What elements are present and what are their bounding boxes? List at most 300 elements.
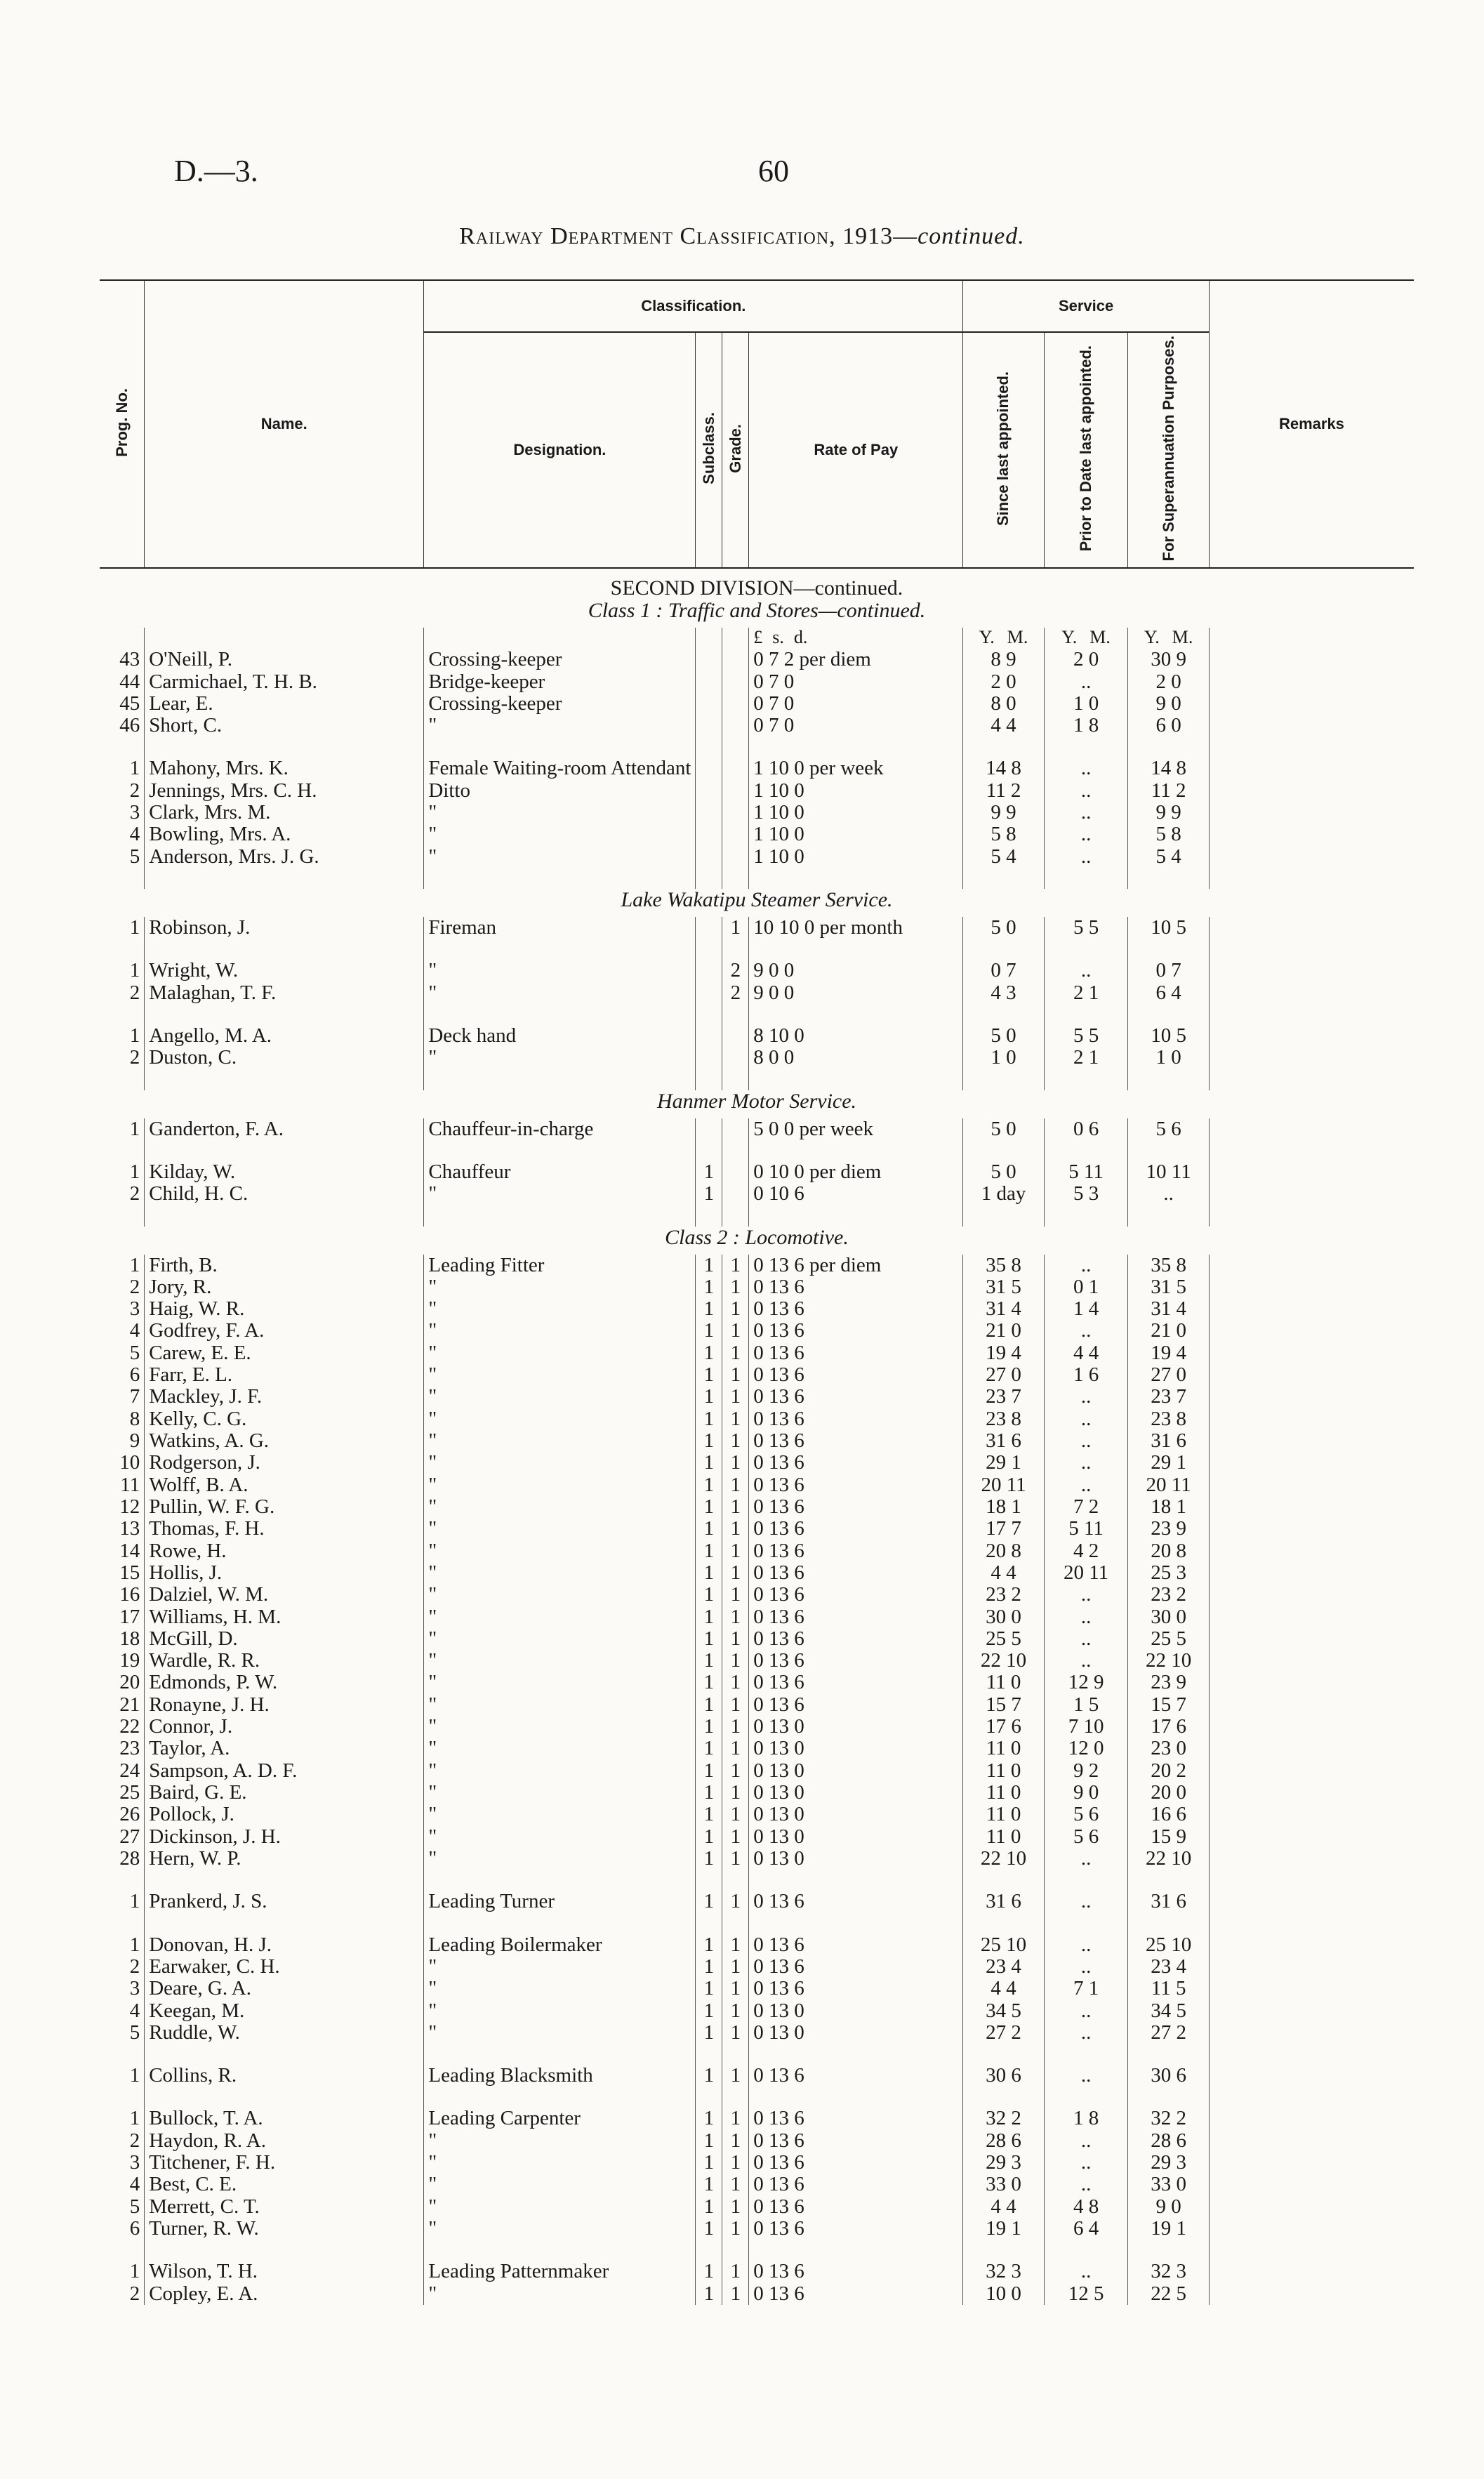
- page-title: [0, 223, 1484, 250]
- rate-of-pay: 0 13 6: [749, 2065, 963, 2087]
- employee-name: Best, C. E.: [145, 2174, 424, 2195]
- grade: 1: [722, 2261, 749, 2282]
- designation: ": [424, 1956, 696, 1978]
- subclass: 1: [696, 2065, 722, 2087]
- prior-to-date: ..: [1044, 846, 1128, 868]
- employee-name: McGill, D.: [145, 1628, 424, 1650]
- remarks: [1209, 1891, 1414, 1912]
- prior-to-date: ..: [1044, 1606, 1128, 1628]
- rate-of-pay: 0 10 0 per diem: [749, 1161, 963, 1183]
- rate-of-pay: 1 10 0: [749, 780, 963, 802]
- rate-of-pay: 0 13 0: [749, 1782, 963, 1804]
- section-heading-text: Class 1 : Traffic and Stores—continued.: [588, 599, 926, 623]
- table-row: [100, 715, 1414, 736]
- remarks: [1209, 1848, 1414, 1870]
- employee-name: Taylor, A.: [145, 1738, 424, 1759]
- subclass: 1: [696, 2174, 722, 2195]
- superannuation-service: 0 7: [1128, 960, 1210, 981]
- since-last-appointed: 31 6: [963, 1430, 1045, 1452]
- prior-to-date: 4 2: [1044, 1540, 1128, 1562]
- grade: 1: [722, 917, 749, 939]
- section-heading-text: Lake Wakatipu Steamer Service.: [621, 888, 893, 912]
- rate-of-pay: 0 13 6: [749, 2261, 963, 2282]
- subclass: 1: [696, 1782, 722, 1804]
- since-last-appointed: 8 0: [963, 693, 1045, 715]
- rate-of-pay: 0 13 0: [749, 1738, 963, 1759]
- employee-name: Dalziel, W. M.: [145, 1584, 424, 1606]
- prior-to-date: ..: [1044, 758, 1128, 779]
- designation: ": [424, 1606, 696, 1628]
- prog-no: 27: [119, 1825, 140, 1848]
- grade: [722, 1118, 749, 1140]
- employee-name: Copley, E. A.: [145, 2283, 424, 2305]
- employee-name: Robinson, J.: [145, 917, 424, 939]
- remarks: [1209, 1364, 1414, 1386]
- spacer-row: [100, 1004, 1414, 1025]
- since-last-appointed: 31 4: [963, 1298, 1045, 1320]
- prog-no: 1: [129, 2260, 140, 2283]
- prior-to-date: ..: [1044, 1848, 1128, 1870]
- designation: ": [424, 1716, 696, 1738]
- spacer-row: [100, 1870, 1414, 1891]
- designation: ": [424, 1694, 696, 1716]
- designation: ": [424, 1978, 696, 1999]
- prior-to-date: ..: [1044, 1650, 1128, 1672]
- unit-year: Y.: [1144, 627, 1160, 648]
- superannuation-service: 20 8: [1128, 1540, 1210, 1562]
- prior-to-date: 5 11: [1044, 1161, 1128, 1183]
- prog-no: 2: [129, 1275, 140, 1298]
- since-last-appointed: 29 3: [963, 2152, 1045, 2174]
- prior-to-date: 0 6: [1044, 1118, 1128, 1140]
- rate-of-pay: 0 13 0: [749, 2022, 963, 2044]
- table-row: [100, 917, 1414, 939]
- prior-to-date: ..: [1044, 824, 1128, 845]
- remarks: [1209, 1518, 1414, 1540]
- rate-of-pay: 0 13 6: [749, 1342, 963, 1364]
- title-continued: continued.: [917, 223, 1025, 249]
- grade: 1: [722, 1364, 749, 1386]
- section-heading: [100, 1090, 1414, 1118]
- employee-name: Turner, R. W.: [145, 2218, 424, 2240]
- table-row: [100, 1956, 1414, 1978]
- rate-of-pay: 8 0 0: [749, 1047, 963, 1069]
- grade: 1: [722, 2000, 749, 2022]
- employee-name: Haydon, R. A.: [145, 2130, 424, 2152]
- prog-no: 3: [129, 1977, 140, 2000]
- designation: Female Waiting-room Attendant: [424, 758, 696, 779]
- subclass: 1: [696, 1408, 722, 1430]
- remarks: [1209, 2108, 1414, 2129]
- prior-to-date: 5 6: [1044, 1804, 1128, 1825]
- grade: 1: [722, 1760, 749, 1782]
- since-last-appointed: 17 7: [963, 1518, 1045, 1540]
- employee-name: Wolff, B. A.: [145, 1474, 424, 1496]
- subclass: [696, 758, 722, 779]
- grade: 1: [722, 1978, 749, 1999]
- employee-name: Mackley, J. F.: [145, 1386, 424, 1408]
- employee-name: Bowling, Mrs. A.: [145, 824, 424, 845]
- designation: ": [424, 2196, 696, 2218]
- rate-of-pay: 0 13 0: [749, 1760, 963, 1782]
- since-last-appointed: 5 8: [963, 824, 1045, 845]
- prior-to-date: ..: [1044, 1320, 1128, 1342]
- rate-of-pay: 0 7 2 per diem: [749, 649, 963, 670]
- rate-of-pay: 0 13 6: [749, 1650, 963, 1672]
- superannuation-service: 23 2: [1128, 1584, 1210, 1606]
- prog-no: 1: [129, 2064, 140, 2087]
- subclass: 1: [696, 1496, 722, 1518]
- prog-no: 19: [119, 1649, 140, 1672]
- unit-month: M.: [1089, 627, 1111, 648]
- designation: Leading Turner: [424, 1891, 696, 1912]
- since-last-appointed: 30 0: [963, 1606, 1045, 1628]
- employee-name: Pullin, W. F. G.: [145, 1496, 424, 1518]
- superannuation-service: 22 5: [1128, 2283, 1210, 2305]
- superannuation-service: 28 6: [1128, 2130, 1210, 2152]
- designation: ": [424, 1782, 696, 1804]
- rate-of-pay: 0 13 6: [749, 2283, 963, 2305]
- table-row: [100, 1430, 1414, 1452]
- prior-to-date: 5 6: [1044, 1826, 1128, 1848]
- prior-to-date: 9 2: [1044, 1760, 1128, 1782]
- remarks: [1209, 1047, 1414, 1069]
- superannuation-service: 9 0: [1128, 693, 1210, 715]
- prior-to-date: 1 8: [1044, 715, 1128, 736]
- rate-of-pay: 0 13 0: [749, 1848, 963, 1870]
- division-title: [100, 568, 1414, 600]
- rate-of-pay: 0 13 6: [749, 2174, 963, 2195]
- designation: ": [424, 1584, 696, 1606]
- grade: 1: [722, 1738, 749, 1759]
- grade: 1: [722, 1518, 749, 1540]
- rate-of-pay: 0 13 6 per diem: [749, 1255, 963, 1276]
- spacer-row: [100, 1140, 1414, 1161]
- since-last-appointed: 31 5: [963, 1276, 1045, 1298]
- designation: ": [424, 1342, 696, 1364]
- grade: 1: [722, 1386, 749, 1408]
- superannuation-service: 2 0: [1128, 671, 1210, 693]
- designation: Crossing-keeper: [424, 693, 696, 715]
- employee-name: O'Neill, P.: [145, 649, 424, 670]
- remarks: [1209, 1628, 1414, 1650]
- prog-no: 1: [129, 1890, 140, 1913]
- units-blank: [100, 628, 145, 649]
- unit-pounds: £: [753, 627, 763, 648]
- subclass: 1: [696, 1562, 722, 1584]
- spacer-row: [100, 939, 1414, 960]
- table-row: [100, 2283, 1414, 2305]
- prog-no: 6: [129, 2217, 140, 2240]
- since-last-appointed: 5 0: [963, 1161, 1045, 1183]
- designation: ": [424, 2152, 696, 2174]
- table-row: [100, 693, 1414, 715]
- prog-no: 10: [119, 1451, 140, 1474]
- prior-to-date: ..: [1044, 1891, 1128, 1912]
- prog-no: 43: [119, 648, 140, 671]
- since-last-appointed: 4 4: [963, 2196, 1045, 2218]
- designation: Leading Blacksmith: [424, 2065, 696, 2087]
- rate-of-pay: 1 10 0 per week: [749, 758, 963, 779]
- employee-name: Merrett, C. T.: [145, 2196, 424, 2218]
- since-last-appointed: 4 4: [963, 1562, 1045, 1584]
- subclass: 1: [696, 1364, 722, 1386]
- prior-to-date: 1 6: [1044, 1364, 1128, 1386]
- remarks: [1209, 1255, 1414, 1276]
- superannuation-service: 1 0: [1128, 1047, 1210, 1069]
- units-blank: [145, 628, 424, 649]
- rate-of-pay: 0 13 6: [749, 1364, 963, 1386]
- superannuation-service: 19 1: [1128, 2218, 1210, 2240]
- superannuation-service: 29 3: [1128, 2152, 1210, 2174]
- grade: 1: [722, 1891, 749, 1912]
- since-last-appointed: 28 6: [963, 2130, 1045, 2152]
- remarks: [1209, 1978, 1414, 1999]
- designation: ": [424, 1540, 696, 1562]
- superannuation-service: 23 9: [1128, 1518, 1210, 1540]
- prog-no: 6: [129, 1363, 140, 1387]
- units-blank: [424, 628, 696, 649]
- since-last-appointed: 14 8: [963, 758, 1045, 779]
- superannuation-service: 31 6: [1128, 1430, 1210, 1452]
- prog-no: 24: [119, 1759, 140, 1782]
- prog-no: 46: [119, 714, 140, 737]
- superannuation-service: 23 9: [1128, 1672, 1210, 1693]
- table-row: [100, 1320, 1414, 1342]
- remarks: [1209, 1804, 1414, 1825]
- rate-of-pay: 0 13 6: [749, 1540, 963, 1562]
- subclass: 1: [696, 2196, 722, 2218]
- prog-no: 45: [119, 692, 140, 715]
- division-title-text: SECOND DIVISION—continued.: [610, 576, 903, 600]
- prior-to-date: 5 5: [1044, 1025, 1128, 1047]
- designation: ": [424, 1760, 696, 1782]
- since-last-appointed: 11 0: [963, 1804, 1045, 1825]
- since-last-appointed: 19 4: [963, 1342, 1045, 1364]
- grade: 1: [722, 2022, 749, 2044]
- designation: ": [424, 824, 696, 845]
- employee-name: Clark, Mrs. M.: [145, 802, 424, 824]
- since-last-appointed: 18 1: [963, 1496, 1045, 1518]
- section-heading: [100, 600, 1414, 628]
- employee-name: Wright, W.: [145, 960, 424, 981]
- grade: [722, 693, 749, 715]
- prog-no: 20: [119, 1671, 140, 1694]
- spacer-row: [100, 2087, 1414, 2108]
- employee-name: Dickinson, J. H.: [145, 1826, 424, 1848]
- grade: 2: [722, 960, 749, 981]
- grade: 1: [722, 1848, 749, 1870]
- superannuation-service: 15 7: [1128, 1694, 1210, 1716]
- table-row: [100, 1047, 1414, 1069]
- remarks: [1209, 2196, 1414, 2218]
- remarks: [1209, 1183, 1414, 1205]
- subclass: 1: [696, 1934, 722, 1956]
- table-row: [100, 1118, 1414, 1140]
- subclass: 1: [696, 1606, 722, 1628]
- prior-to-date: 9 0: [1044, 1782, 1128, 1804]
- prog-no: 5: [129, 845, 140, 868]
- superannuation-service: 15 9: [1128, 1826, 1210, 1848]
- employee-name: Williams, H. M.: [145, 1606, 424, 1628]
- remarks: [1209, 780, 1414, 802]
- prior-to-date: 1 4: [1044, 1298, 1128, 1320]
- designation: Chauffeur-in-charge: [424, 1118, 696, 1140]
- remarks: [1209, 1826, 1414, 1848]
- superannuation-service: 16 6: [1128, 1804, 1210, 1825]
- prior-to-date: ..: [1044, 1934, 1128, 1956]
- subclass: [696, 715, 722, 736]
- designation: ": [424, 802, 696, 824]
- employee-name: Pollock, J.: [145, 1804, 424, 1825]
- table-row: [100, 1848, 1414, 1870]
- units-blank: [1209, 628, 1414, 649]
- employee-name: Child, H. C.: [145, 1183, 424, 1205]
- prog-no: 3: [129, 801, 140, 824]
- designation: ": [424, 1298, 696, 1320]
- rate-of-pay: 0 13 6: [749, 1628, 963, 1650]
- designation: ": [424, 1518, 696, 1540]
- since-last-appointed: 27 2: [963, 2022, 1045, 2044]
- remarks: [1209, 1025, 1414, 1047]
- section-heading-text: Class 2 : Locomotive.: [665, 1225, 849, 1249]
- employee-name: Rodgerson, J.: [145, 1452, 424, 1474]
- prog-no: 25: [119, 1781, 140, 1804]
- employee-name: Firth, B.: [145, 1255, 424, 1276]
- since-last-appointed: 0 7: [963, 960, 1045, 981]
- since-last-appointed: 11 0: [963, 1826, 1045, 1848]
- superannuation-service: 10 5: [1128, 917, 1210, 939]
- col-superannuation: For Superannuation Purposes.: [1128, 332, 1210, 568]
- grade: 1: [722, 1430, 749, 1452]
- designation: ": [424, 1562, 696, 1584]
- since-last-appointed: 11 0: [963, 1738, 1045, 1759]
- prior-to-date: ..: [1044, 1386, 1128, 1408]
- prog-no: 5: [129, 2021, 140, 2044]
- designation: ": [424, 2174, 696, 2195]
- designation: Leading Carpenter: [424, 2108, 696, 2129]
- superannuation-service: 35 8: [1128, 1255, 1210, 1276]
- table-row: [100, 1672, 1414, 1693]
- superannuation-service: 31 6: [1128, 1891, 1210, 1912]
- grade: 1: [722, 2174, 749, 2195]
- designation: ": [424, 1826, 696, 1848]
- rate-of-pay: 0 13 0: [749, 1716, 963, 1738]
- prior-to-date: ..: [1044, 2065, 1128, 2087]
- remarks: [1209, 1342, 1414, 1364]
- subclass: 1: [696, 1298, 722, 1320]
- prior-to-date: ..: [1044, 2130, 1128, 2152]
- table-row: [100, 1496, 1414, 1518]
- since-last-appointed: 20 8: [963, 1540, 1045, 1562]
- since-last-appointed: 10 0: [963, 2283, 1045, 2305]
- grade: [722, 1161, 749, 1183]
- rate-of-pay: 0 13 6: [749, 1584, 963, 1606]
- unit-pence: d.: [793, 627, 808, 648]
- prog-no: 2: [129, 779, 140, 802]
- table-row: [100, 671, 1414, 693]
- grade: 1: [722, 2218, 749, 2240]
- grade: 1: [722, 1628, 749, 1650]
- prior-to-date: ..: [1044, 1255, 1128, 1276]
- prior-to-date: 12 0: [1044, 1738, 1128, 1759]
- employee-name: Donovan, H. J.: [145, 1934, 424, 1956]
- rate-of-pay: 1 10 0: [749, 824, 963, 845]
- grade: 1: [722, 2196, 749, 2218]
- prior-to-date: ..: [1044, 780, 1128, 802]
- remarks: [1209, 1760, 1414, 1782]
- employee-name: Kelly, C. G.: [145, 1408, 424, 1430]
- subclass: 1: [696, 1540, 722, 1562]
- rate-of-pay: 10 10 0 per month: [749, 917, 963, 939]
- table-row: [100, 649, 1414, 670]
- designation: ": [424, 1628, 696, 1650]
- remarks: [1209, 960, 1414, 981]
- prog-no: 2: [129, 2282, 140, 2305]
- employee-name: Watkins, A. G.: [145, 1430, 424, 1452]
- prog-no: 4: [129, 2173, 140, 2196]
- subclass: 1: [696, 2218, 722, 2240]
- designation: ": [424, 1320, 696, 1342]
- grade: 1: [722, 1956, 749, 1978]
- grade: [722, 824, 749, 845]
- units-blank: [722, 628, 749, 649]
- prior-to-date: 6 4: [1044, 2218, 1128, 2240]
- rate-of-pay: 0 13 6: [749, 1891, 963, 1912]
- designation: ": [424, 846, 696, 868]
- employee-name: Edmonds, P. W.: [145, 1672, 424, 1693]
- employee-name: Mahony, Mrs. K.: [145, 758, 424, 779]
- designation: Leading Boilermaker: [424, 1934, 696, 1956]
- superannuation-service: 25 5: [1128, 1628, 1210, 1650]
- remarks: [1209, 649, 1414, 670]
- prog-no: 5: [129, 1341, 140, 1364]
- employee-name: Farr, E. L.: [145, 1364, 424, 1386]
- superannuation-service: 34 5: [1128, 2000, 1210, 2022]
- prog-no: 7: [129, 1385, 140, 1408]
- employee-name: Sampson, A. D. F.: [145, 1760, 424, 1782]
- prog-no: 4: [129, 823, 140, 846]
- col-subclass: Subclass.: [696, 332, 722, 568]
- since-last-appointed: 5 0: [963, 1025, 1045, 1047]
- since-last-appointed: 22 10: [963, 1848, 1045, 1870]
- remarks: [1209, 2065, 1414, 2087]
- prog-no: 23: [119, 1737, 140, 1760]
- grade: 1: [722, 1255, 749, 1276]
- table-row: [100, 1364, 1414, 1386]
- table-row: [100, 758, 1414, 779]
- remarks: [1209, 2000, 1414, 2022]
- since-last-appointed: 30 6: [963, 2065, 1045, 2087]
- prior-to-date: ..: [1044, 1408, 1128, 1430]
- rate-of-pay: 0 13 0: [749, 1826, 963, 1848]
- unit-year: Y.: [1061, 627, 1078, 648]
- designation: ": [424, 2130, 696, 2152]
- remarks: [1209, 802, 1414, 824]
- prog-no: 1: [129, 1160, 140, 1183]
- prior-to-date: ..: [1044, 2152, 1128, 2174]
- table-row: [100, 2152, 1414, 2174]
- subclass: [696, 917, 722, 939]
- prog-no: 26: [119, 1803, 140, 1826]
- prog-no: 8: [129, 1407, 140, 1430]
- prog-no: 21: [119, 1693, 140, 1716]
- table-row: [100, 1562, 1414, 1584]
- table-row: [100, 1782, 1414, 1804]
- prior-to-date: 1 8: [1044, 2108, 1128, 2129]
- employee-name: Godfrey, F. A.: [145, 1320, 424, 1342]
- table-row: [100, 1540, 1414, 1562]
